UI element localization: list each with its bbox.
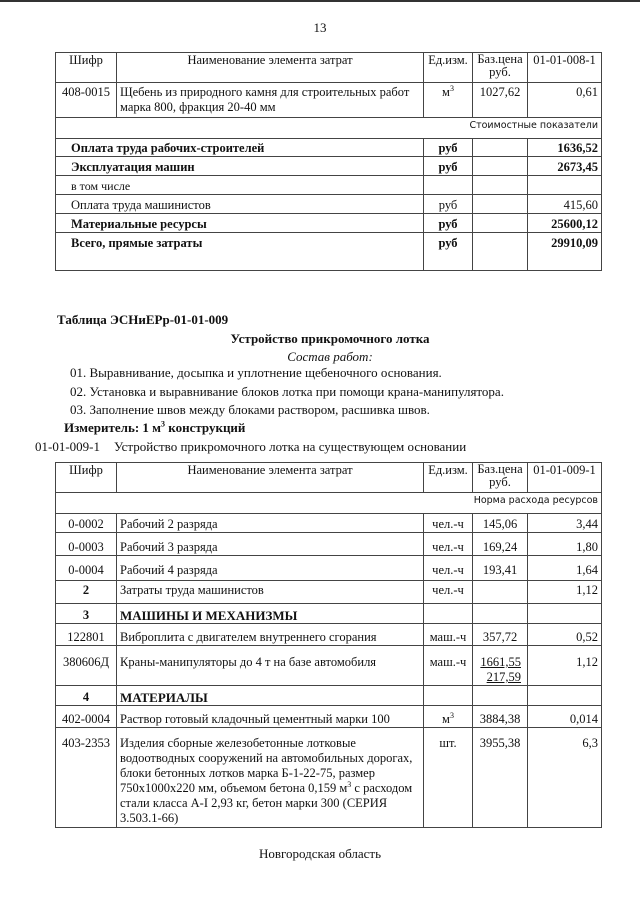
header-norm: 01-01-009-1 <box>528 463 602 493</box>
summary-row: Материальные ресурсы руб 25600,12 <box>56 214 602 233</box>
operators-row: 2 Затраты труда машинистов чел.-ч 1,12 <box>56 581 602 604</box>
section-header-machines: 3 МАШИНЫ И МЕХАНИЗМЫ <box>56 604 602 624</box>
subheader-resource-norms: Норма расхода ресурсов <box>56 493 602 514</box>
summary-row: в том числе <box>56 176 602 195</box>
footer-region: Новгородская область <box>258 846 382 861</box>
table-header-row <box>56 463 602 493</box>
header-norm: 01-01-008-1 <box>528 53 602 83</box>
table-label: Таблица ЭСНиЕРр-01-01-009 <box>57 312 229 327</box>
summary-row: Оплата труда рабочих-строителей руб 1636,52 <box>56 139 602 157</box>
header-name: Наименование элемента затрат <box>117 463 424 493</box>
work-item: 02. Установка и выравнивание блоков лотка при помощи крана-манипулятора. <box>70 384 504 399</box>
header-name: Наименование элемента затрат <box>117 53 424 83</box>
header-price: Баз.цена руб. <box>473 463 528 493</box>
header-code: Шифр <box>56 53 117 83</box>
table-row: 122801 Виброплита с двигателем внутреннего сгорания маш.-ч 357,72 0,52 <box>56 624 602 646</box>
work-item: 01. Выравнивание, досыпка и уплотнение щебеночного основания. <box>70 365 442 380</box>
subheader-row <box>56 118 602 139</box>
header-unit: Ед.изм. <box>424 463 473 493</box>
header-price: Баз.цена руб. <box>473 53 528 83</box>
row-name: Щебень из природного камня для строительных работ марка 800, фракция 20-40 мм <box>117 83 424 118</box>
scan-top-edge <box>0 0 640 2</box>
composition-label: Состав работ: <box>287 349 373 364</box>
summary-row: Оплата труда машинистов руб 415,60 <box>56 195 602 214</box>
row-value: 0,61 <box>528 83 602 118</box>
work-item: 03. Заполнение швов между блоками раствором, расшивка швов. <box>70 402 430 417</box>
page-number: 13 <box>313 20 327 35</box>
table-row: 0-0003 Рабочий 3 разряда чел.-ч 169,24 1,80 <box>56 533 602 556</box>
subheader-row <box>56 493 602 514</box>
table-header-row <box>56 53 602 83</box>
cost-table-01-01-008 <box>55 52 602 271</box>
table-row: 0-0002 Рабочий 2 разряда чел.-ч 145,06 3,44 <box>56 514 602 533</box>
section-title: Устройство прикромочного лотка <box>230 331 430 346</box>
table-row <box>56 83 602 118</box>
table-row: 403-2353 Изделия сборные железобетонные лотковые водоотводных сооружений на автомобильных дорогах, блоки бетонных лотков марка Б-1-22-75, размер 750х1000х220 мм, объемом бетона 0,159 $м^3$ с расходом стали класса А-I 2,93 кг, бетон марки 300 (СЕРИЯ 3.503.1-66) шт. 3955,38 6,3 <box>56 728 602 828</box>
row-price: 1027,62 <box>473 83 528 118</box>
row-unit: $м^3$ <box>424 83 473 118</box>
measure-unit: Измеритель: 1 $м^3$ конструкций <box>64 419 246 435</box>
header-unit: Ед.изм. <box>424 53 473 83</box>
subheader-cost-indicators: Стоимостные показатели <box>56 118 602 139</box>
table-row: 402-0004 Раствор готовый кладочный цементный марки 100 $м^3$ 3884,38 0,014 <box>56 706 602 728</box>
variant-line: 01-01-009-1 Устройство прикромочного лотка на существующем основании <box>35 439 467 454</box>
row-code: 408-0015 <box>56 83 117 118</box>
header-code: Шифр <box>56 463 117 493</box>
section-header-materials: 4 МАТЕРИАЛЫ <box>56 686 602 706</box>
summary-row: Всего, прямые затраты руб 29910,09 <box>56 233 602 271</box>
resource-table-01-01-009 <box>55 462 602 828</box>
table-row: 380606Д Краны-манипуляторы до 4 т на базе автомобиля маш.-ч 1661,55 217,59 1,12 <box>56 646 602 686</box>
table-row: 0-0004 Рабочий 4 разряда чел.-ч 193,41 1,64 <box>56 556 602 581</box>
summary-row: Эксплуатация машин руб 2673,45 <box>56 157 602 176</box>
